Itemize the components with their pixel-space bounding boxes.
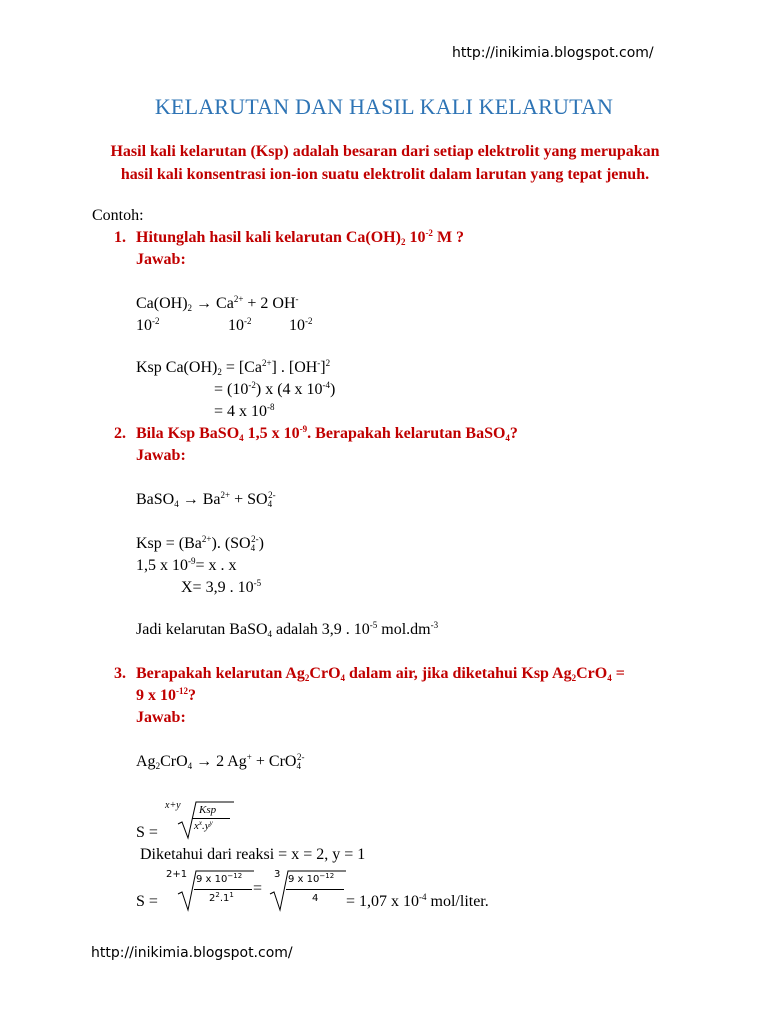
q3-root-numerator-3: 9 x $10^{-12}$ bbox=[288, 872, 335, 885]
q2-result: Jadi kelarutan BaSO$_4$ adalah 3,9 . $10^{-5}$ $mol.dm^{-3}$ bbox=[136, 620, 439, 639]
q3-root-index-3: 3 bbox=[274, 869, 281, 880]
page-title: KELARUTAN DAN HASIL KALI KELARUTAN bbox=[154, 94, 614, 119]
q1-jawab: Jawab: bbox=[136, 251, 186, 268]
arrow-icon: → bbox=[196, 753, 213, 770]
q3-root-denominator-2: $2^2.1^1$ bbox=[209, 891, 234, 904]
q2-question: Bila Ksp BaSO$_4$ 1,5 x $10^{-9}$. Berapakah kelarutan BaSO$_4$? bbox=[136, 424, 518, 443]
q3-root-denominator-1: $x^x.y^y$ bbox=[194, 819, 213, 832]
q1-ksp-line3: = 4 x $10^{-8}$ bbox=[214, 402, 275, 420]
q3-question-line2: 9 x $10^{-12}$? bbox=[136, 686, 196, 704]
q3-root-numerator-1: Ksp bbox=[199, 804, 217, 816]
q3-fraction-bar-3 bbox=[286, 889, 344, 890]
header-url[interactable]: http://inikimia.blogspot.com/ bbox=[452, 45, 654, 61]
q3-number: 3. bbox=[114, 665, 126, 682]
q2-jawab: Jawab: bbox=[136, 447, 186, 464]
q2-ksp-line3: X= 3,9 . $10^{-5}$ bbox=[181, 578, 262, 596]
q3-root-index-1: x+y bbox=[165, 800, 181, 811]
q3-known: Diketahui dari reaksi = x = 2, y = 1 bbox=[140, 846, 366, 863]
contoh-label: Contoh: bbox=[92, 207, 144, 224]
q3-root-numerator-2: 9 x $10^{-12}$ bbox=[196, 872, 243, 885]
q2-ksp-line2: 1,5 x $10^{-9}= x$ . x bbox=[136, 556, 237, 574]
footer-url[interactable]: http://inikimia.blogspot.com/ bbox=[91, 945, 293, 961]
q3-fraction-bar-2 bbox=[194, 889, 252, 890]
q2-number: 2. bbox=[114, 425, 126, 442]
arrow-icon: → bbox=[182, 491, 199, 508]
q1-reaction: $Ca(OH)_2 \to Ca^{2+} + 2$ OH- bbox=[136, 294, 299, 313]
definition-text: Hasil kali kelarutan (Ksp) adalah besaran dari setiap elektrolit yang merupakan hasil kali konsentrasi ion-ion suatu elektrolit dalam larutan yang tepat jenuh. bbox=[110, 143, 660, 183]
arrow-icon: → bbox=[196, 295, 213, 312]
q1-number: 1. bbox=[114, 229, 126, 246]
q1-conc-2: $10^{-2}$ bbox=[228, 316, 252, 334]
q3-s-label-2: S = bbox=[136, 893, 158, 910]
q3-s-label-1: S = bbox=[136, 824, 158, 841]
q2-ksp-line1: Ksp = $(Ba^{2+})$. $(SO_4^{2-})$ bbox=[136, 534, 264, 553]
q2-reaction: BaSO$_4$ → $Ba^{2+} + SO_4^{2-}$ bbox=[136, 490, 276, 509]
q3-question-line1: Berapakah kelarutan $Ag_2CrO_4$ dalam air, jika diketahui Ksp $Ag_2CrO_4$ = bbox=[136, 665, 625, 683]
q1-question: Hitunglah hasil kali kelarutan $Ca(OH)_2$ $10^{-2}$ M ? bbox=[136, 228, 465, 247]
q3-jawab: Jawab: bbox=[136, 709, 186, 726]
q1-ksp-line2: = $(10^{-2})$ x (4 x $10^{-4}$) bbox=[214, 380, 336, 398]
q1-ksp-line1: Ksp $Ca(OH)_2 = [Ca^{2+}]$ . $[OH^-]^2$ bbox=[136, 358, 331, 377]
q3-root-index-2: 2+1 bbox=[166, 869, 188, 880]
q3-reaction: $Ag_2CrO_4 \to 2$ Ag+ + CrO$_4^{2-}$ bbox=[136, 752, 305, 771]
q3-equals-sign: = bbox=[253, 880, 263, 897]
q3-root-denominator-3: 4 bbox=[312, 893, 319, 904]
q1-conc-3: $10^{-2}$ bbox=[289, 316, 313, 334]
q3-result: = 1,07 x $10^{-4}$ mol/liter. bbox=[346, 892, 489, 910]
q1-conc-1: $10^{-2}$ bbox=[136, 316, 160, 334]
